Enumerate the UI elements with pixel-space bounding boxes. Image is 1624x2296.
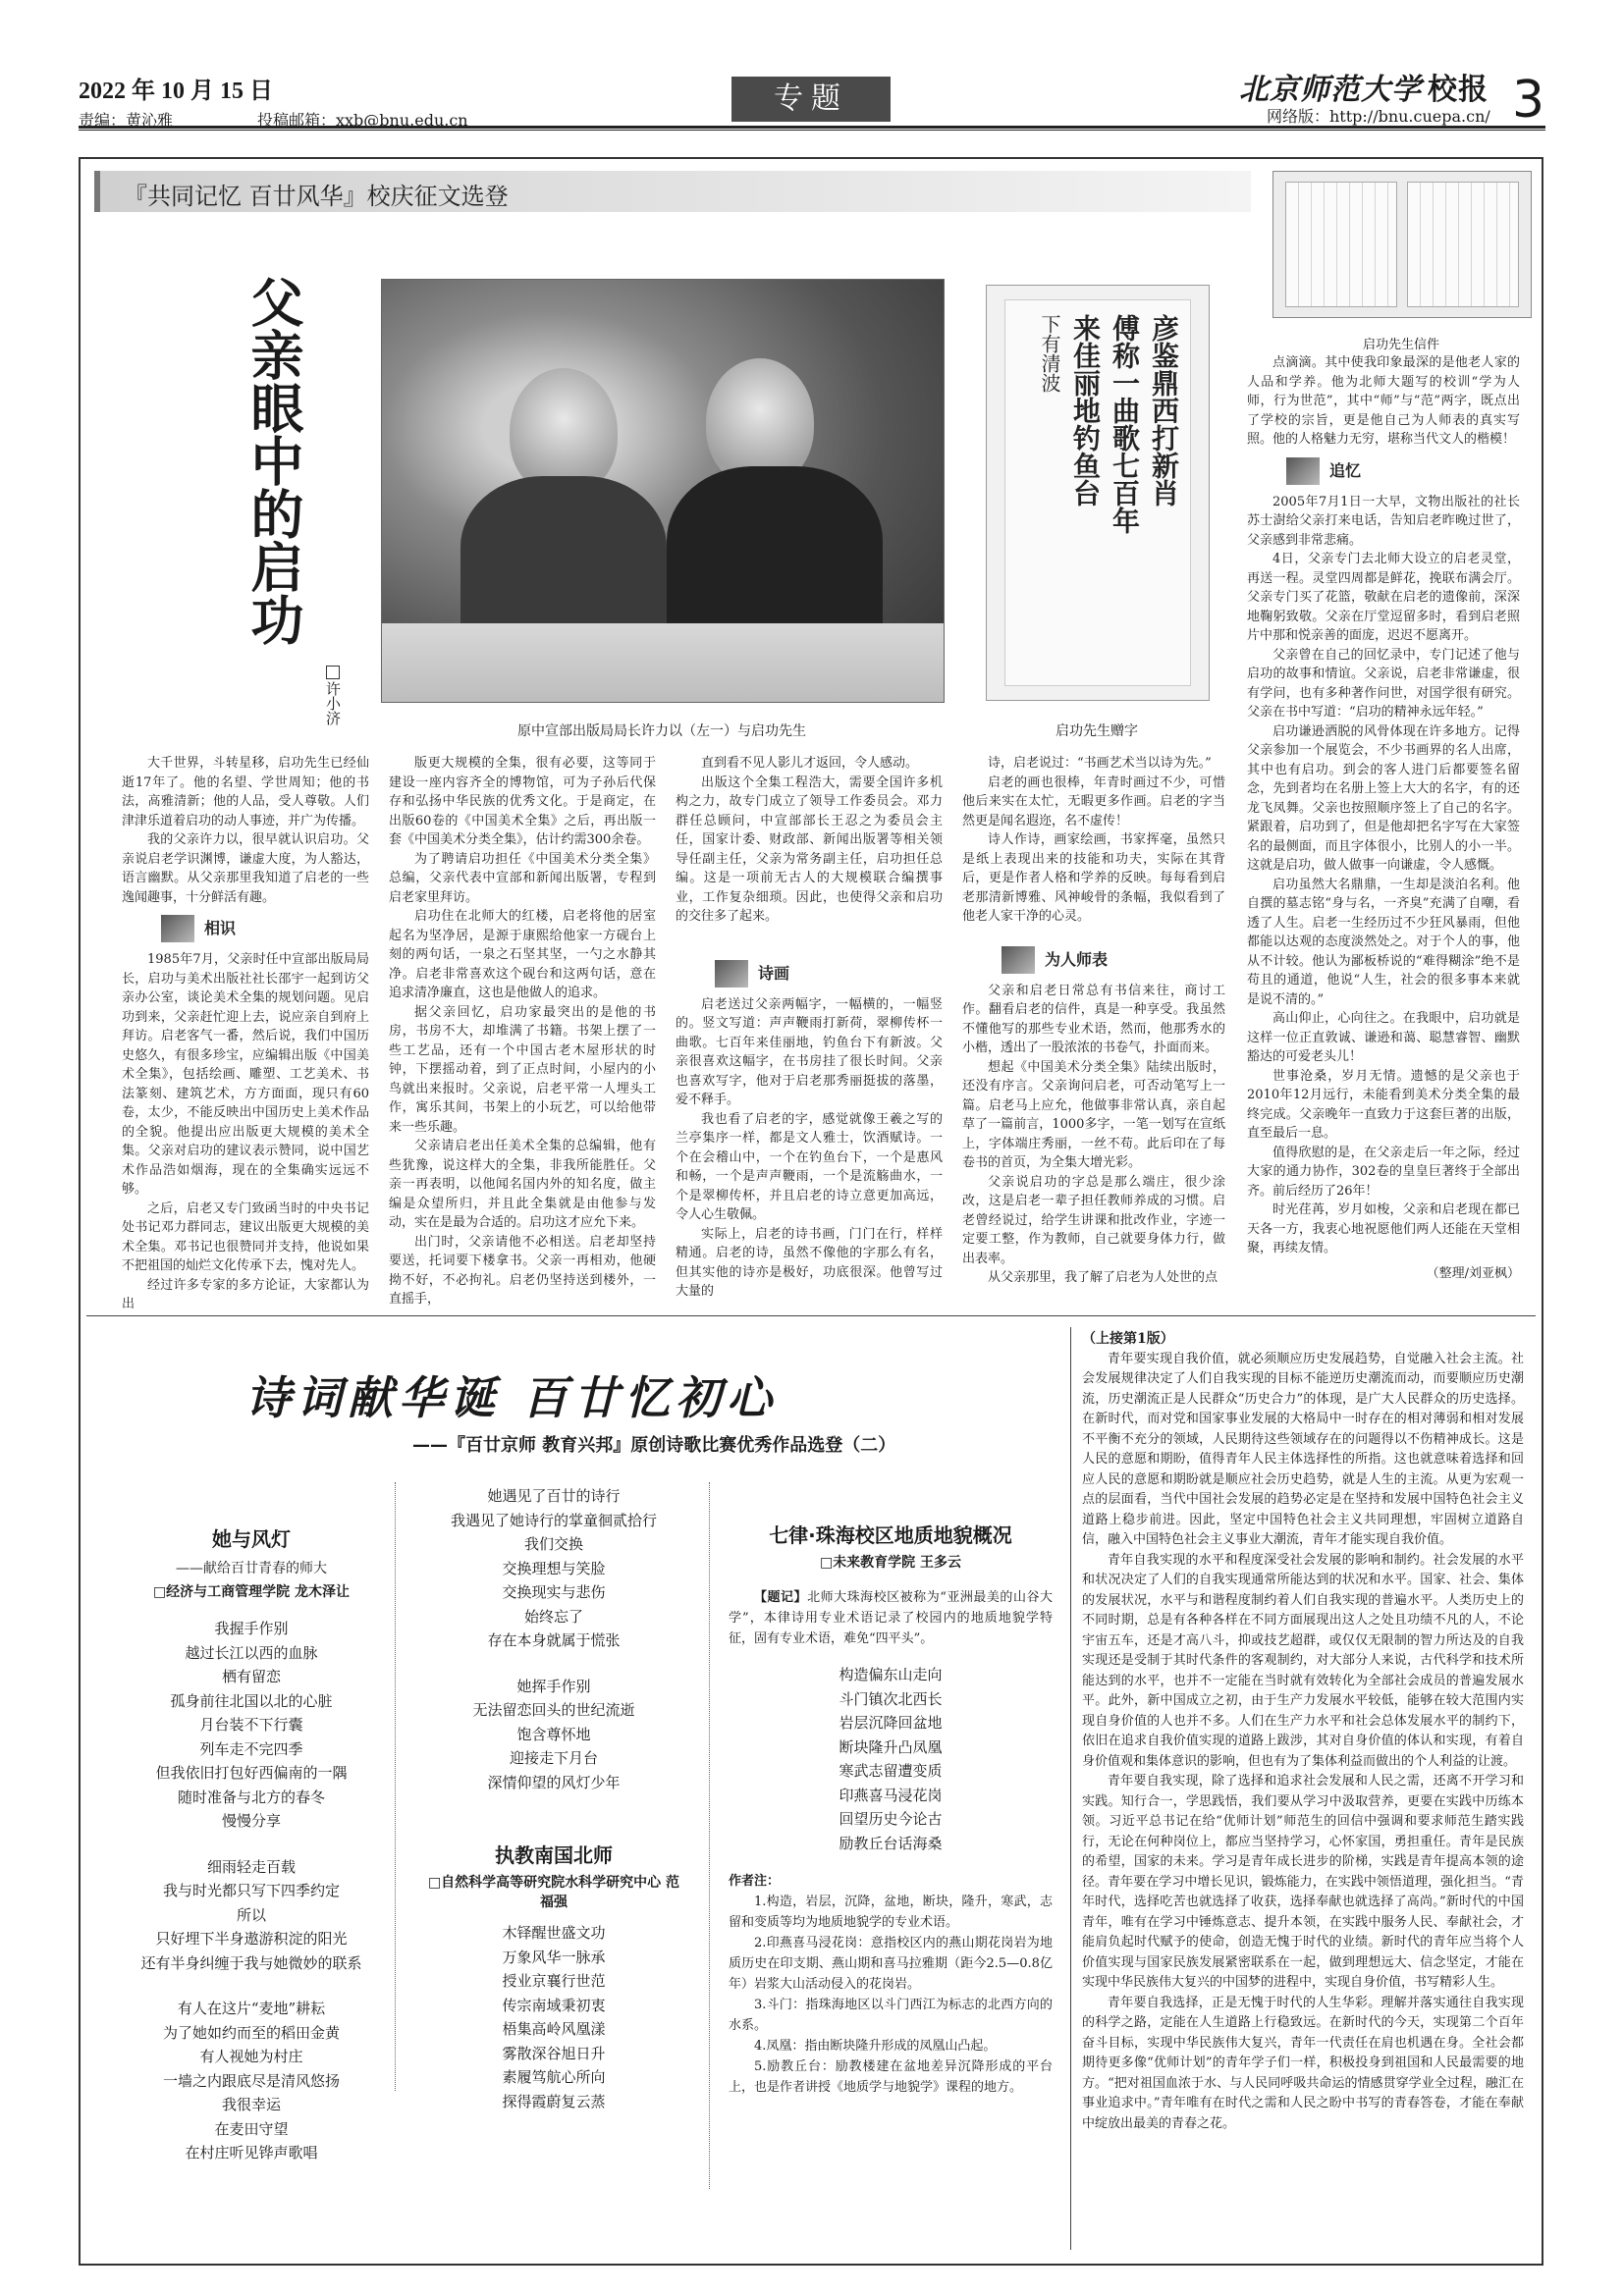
poem-line: 断块隆升凸凤凰 <box>839 1737 943 1756</box>
paragraph: 父亲说启功的字总是那么端庄，很少涂改，这是启老一辈子担任教师养成的习惯。启老曾经说过，给学生讲课和批改作业，字迹一定要工整，作为教师，自己就要身体力行，做出表率。 <box>962 1174 1225 1266</box>
paragraph: 时光荏苒，岁月如梭，父亲和启老现在都已天各一方，我衷心地祝愿他们两人还能在天堂相聚，再续友情。 <box>1247 1202 1520 1255</box>
subheading-block-icon <box>1286 457 1320 485</box>
article-title: 父亲眼中的启功 <box>243 275 305 646</box>
paragraph: 青年要实现自我价值，就必须顺应历史发展趋势，自觉融入社会主流。社会发展规律决定了人们自我实现的目标不能逆历史潮流而动，而要顺应历史潮流，历史潮流正是人民群众“历史合力”的体现，是广大人民群众的历史选择。在新时代，而对党和国家事业发展的大格局中一时存在的相对薄弱和相对发展不平衡不充分的领域，人民期待这些领域存在的问题得以不伤精神成长。这是人民的意愿和期盼，值得青年人民主体选择性的所指。这也就意味着选择和回应人民的意愿和期盼就是顺应社会历史趋势，就是人生的主流。从更为宏观一点的层面看，当代中国社会发展的趋势必定是在坚持和发展中国特色社会主义道路上稳步前进。因此，坚定中国特色社会主义共同理想，牢固树立道路自信，融入中国特色社会主义事业大潮流，青年才能实现自我价值。 <box>1082 1351 1524 1547</box>
subheading-text: 为人师表 <box>1045 949 1109 969</box>
poem-body <box>729 1663 1053 1855</box>
poem-line: 饱含尊怀地 <box>516 1725 591 1743</box>
poetry-title: 诗词献华诞 百廿忆初心 <box>245 1371 779 1424</box>
note-item: 5.励教丘台：励教楼建在盆地差异沉降形成的平台上，也是作者讲授《地质学与地貌学》课程的地方。 <box>729 2059 1053 2095</box>
poem-line: 探得霞蔚复云蒸 <box>502 2092 606 2110</box>
poem-she-and-lantern-continued <box>406 1484 701 1794</box>
subheading-text: 追忆 <box>1329 460 1362 480</box>
subheading-text: 诗画 <box>758 963 790 983</box>
letters-photo <box>1272 171 1532 318</box>
poem-preface <box>729 1587 1053 1649</box>
poem-line: 为了她如约而至的稻田金黄 <box>162 2023 340 2042</box>
poem-line: 在村庄听见铧声歌唱 <box>185 2144 318 2162</box>
poem-line: 回望历史今论古 <box>839 1810 943 1828</box>
poem-line: 只好埋下半身遨游积淀的阳光 <box>155 1930 348 1948</box>
photo-table <box>382 623 944 702</box>
subheading-text: 相识 <box>204 919 237 937</box>
article-column-2 <box>389 754 656 1309</box>
article-column-4 <box>962 754 1225 1288</box>
poem-notes <box>729 1871 1053 2098</box>
poem-line: 传宗南域秉初衷 <box>502 1996 606 2014</box>
poem-author: □未来教育学院 王多云 <box>819 1555 962 1571</box>
photo3-caption: 启功先生信件 <box>1362 338 1439 352</box>
section-divider <box>86 1315 1536 1316</box>
poem-line: 还有半身纠缠于我与她微妙的联系 <box>140 1953 362 1972</box>
newspaper-logo <box>1239 65 1489 108</box>
subheading-shihua <box>676 960 943 989</box>
photo2-caption: 启功先生赠字 <box>1056 723 1138 739</box>
poem-teaching-south <box>406 1840 701 2113</box>
poem-line: 交换现实与悲伤 <box>502 1583 606 1601</box>
calligraphy-col: 下有清波 <box>1038 314 1061 393</box>
calligraphy-col: 来佳丽地钓鱼台 <box>1069 314 1102 507</box>
poem-line: 励教丘台话海桑 <box>839 1834 943 1852</box>
poem-line: 我遇见了她诗行的掌童徊贰拾行 <box>450 1511 657 1529</box>
editor-credit: 责编：黄沁雅 <box>79 111 174 130</box>
paragraph: 想起《中国美术分类全集》陆续出版时，还没有序言。父亲询问启老，可否动笔写上一篇。启老马上应允，他做事非常认真，亲自起草了一篇前言，1000多字，一笔一划写在宣纸上，字体端庄秀丽，一丝不苟。此后印在了每卷书的首页，为全集大增光彩。 <box>962 1059 1225 1170</box>
poem-author: □自然科学高等研究院水科学研究中心 范福强 <box>427 1875 680 1910</box>
paragraph: 版更大规模的全集，很有必要，这等同于建设一座内容齐全的博物馆，可为子孙后代保存和弘扬中华民族的优秀文化。于是商定，在出版60卷的《中国美术全集》之后，再出版一套《中国美术分类全集》，估计约需300余卷。 <box>389 756 656 847</box>
byline-name: 许小济 <box>324 681 342 725</box>
subheading-block-icon <box>1001 946 1035 974</box>
website-url: 网络版：http://bnu.cuepa.cn/ <box>1267 107 1490 126</box>
paragraph: 诗人作诗，画家绘画，书家挥毫，虽然只是纸上表现出来的技能和功夫，实际在其背后，更是作者人格和学养的反映。每每看到启老那清新博雅、风神峻骨的条幅，我似看到了他老人家干净的心灵。 <box>962 832 1225 924</box>
stanza-gap <box>118 1975 385 1997</box>
poem-line: 印燕喜马浸花岗 <box>839 1786 943 1804</box>
calligraphy-col: 傅称一曲歌七百年 <box>1109 314 1141 534</box>
poem-line: 素履笃航心所向 <box>502 2068 606 2086</box>
stanza-gap <box>406 1653 701 1675</box>
subheading-block-icon <box>161 915 194 942</box>
article-column-3 <box>676 754 943 1302</box>
paragraph: 为了聘请启功担任《中国美术分类全集》总编，父亲代表中宣部和新闻出版署，专程到启老家里拜访。 <box>389 851 656 905</box>
preface-text: 北师大珠海校区被称为“亚洲最美的山谷大学”，本律诗用专业术语记录了校园内的地质地貌学特征，固有专业术语，难免“四平头”。 <box>729 1590 1053 1646</box>
paragraph: 世事沧桑，岁月无情。遗憾的是父亲也于2010年12月远行，未能看到美术分类全集的最终完成。父亲晚年一直致力于这套巨著的出版，直至最后一息。 <box>1247 1068 1520 1141</box>
column-ribbon-text: 『共同记忆 百廿风华』校庆征文选登 <box>124 183 509 210</box>
paragraph: 青年要自我选择，正是无愧于时代的人生华彩。理解并落实通往自我实现的科学之路，定能在人生道路上行稳致远。在新时代的今天，实现第二个百年奋斗目标，实现中华民族伟大复兴，青年一代责任在肩也机遇在身。全社会都期待更多像“优师计划”的青年学子们一样，积极投身到祖国和人民最需要的地方。“把对祖国血浓于水、与人民同呼吸共命运的情感贯穿学业全过程，融汇在事业追求中。”青年唯有在时代之需和人民之盼中书写的青春答卷，才能在奉献中绽放出最美的青春之花。 <box>1082 1995 1524 2131</box>
paragraph: 启功虽然大名鼎鼎，一生却是淡泊名利。他自撰的墓志铭“身与名，一齐臭”充满了自嘲，看透了人生。启老一生经历过不少狂风暴雨，但他都能以达观的态度淡然处之。对于个人的事，他从不计较。他认为鄙板桥说的“难得糊涂”绝不是苟且的通道，他说“人生，社会的很多事本来就是说不清的。” <box>1247 877 1520 1007</box>
calligraphy-photo <box>986 285 1210 701</box>
poem-line: 存在本身就属于慌张 <box>487 1631 621 1649</box>
poem-line: 慢慢分享 <box>221 1812 281 1830</box>
submission-email: 投稿邮箱：xxb@bnu.edu.cn <box>257 111 468 130</box>
poem-line: 始终忘了 <box>523 1607 583 1626</box>
poem-line: 深情仰望的风灯少年 <box>487 1773 621 1791</box>
paragraph: 大千世界，斗转星移，启功先生已经仙逝17年了。他的名望、学世周知；他的书法，高雅清新；他的人品，受人尊敬。人们津津乐道着启功的动人事迹，并广为传播。 <box>122 756 369 828</box>
notes-label: 作者注： <box>729 1874 781 1889</box>
subheading-block-icon <box>715 960 748 988</box>
poem-body <box>406 1484 701 1794</box>
subheading-xiangshi <box>122 915 369 944</box>
paragraph: 父亲和启老日常总有书信来往，商讨工作。翻看启老的信件，真是一种享受。我虽然不懂他写的那些专业术语，然而，他那秀水的小楷，透出了一股浓浓的书卷气，扑面而来。 <box>962 983 1225 1055</box>
paragraph: 我也看了启老的字，感觉就像王羲之写的兰亭集序一样，都是文人雅士，饮酒赋诗。一个在会稽山中，一个在钓鱼台下，一个是惠风和畅，一个是声声鞭雨，一个是流觞曲水，一个是翠柳传杯，并且启老的诗立意更加高远，令人心生敬佩。 <box>676 1111 943 1222</box>
paragraph: 青年自我实现的水平和程度深受社会发展的影响和制约。社会发展的水平和状况决定了人们的自我实现通常所能达到的状况和水平。国家、社会、集体的发展状况，水平与和谐程度制约着人们自我实现的普遍水平。人类历史上的不同时期，总是有各种各样在不同方面展现出这人之处且功绩不凡的人，不论宇宙五车，还是才高八斗，抑或技艺超群，或仅仅无限制的智力所达及的自我实现还是受制于其时代条件的客观制约，对大部分人来说，古代科学和技术所能达到的水平，也并不一定能在当时就有效转化为全部社会成员的普遍发展水平。此外，新中国成立之初，由于生产力发展水平较低，能够在较大范围内实现自身价值的人也并不多。人们在生产力水平和社会总体发展水平的制约下，依旧在追求自我价值实现的道路上跋涉，其对自身价值的体认和实现，有着自身价值观和集体意识的影响，但也有为了集体利益而做出的个人利益的让渡。 <box>1082 1552 1524 1769</box>
poem-line: 迎接走下月台 <box>509 1749 598 1767</box>
poem-dedication: ——献给百廿青春的师大 <box>176 1561 327 1576</box>
paragraph: 之后，启老又专门致函当时的中央书记处书记邓力群同志，建议出版更大规模的美术全集。邓书记也很赞同并支持，他说如果不把祖国的灿烂文化传承下去，愧对先人。 <box>122 1201 369 1273</box>
notes-list <box>729 1892 1053 2098</box>
continued-marker: （上接第1版） <box>1082 1331 1174 1347</box>
poem-line: 月台装不下行囊 <box>199 1716 303 1734</box>
poem-line: 孤身前往北国以北的心脏 <box>170 1691 333 1710</box>
paragraph: 经过许多专家的多方论证，大家都认为出 <box>122 1277 369 1311</box>
issue-date: 2022 年 10 月 15 日 <box>79 79 273 104</box>
poem-divider <box>395 1482 396 2091</box>
paragraph: 直到看不见人影儿才返回，令人感动。 <box>701 756 919 771</box>
poem-line: 构造偏东山走向 <box>839 1666 943 1683</box>
poem-line: 越过长江以西的血脉 <box>185 1643 318 1662</box>
poem-author: □经济与工商管理学院 龙木泽让 <box>152 1584 351 1600</box>
calligraphy-col: 彦鉴鼎西打新肖 <box>1148 314 1180 507</box>
poem-line: 一墙之内跟底尽是清风悠扬 <box>162 2071 340 2090</box>
poem-line: 无法留恋回头的世纪流逝 <box>472 1701 635 1719</box>
note-item: 4.凤凰：指由断块隆升形成的凤凰山凸起。 <box>754 2039 997 2054</box>
poem-line: 列车走不完四季 <box>199 1739 303 1758</box>
note-item: 2.印燕喜马浸花岗：意指校区内的燕山期花岗岩为地质历史在印支期、燕山期和喜马拉雅期（距今2.5—0.8亿年）岩浆大山活动侵入的花岗岩。 <box>729 1936 1053 1992</box>
poem-line: 她遇见了百廿的诗行 <box>487 1487 621 1505</box>
poem-line: 岩层沉降回盆地 <box>839 1714 943 1732</box>
paragraph: 高山仰止，心向往之。在我眼中，启功就是这样一位正直敦诚、谦逊和蔼、聪慧睿智、幽默豁达的可爱老头儿！ <box>1247 1011 1520 1064</box>
section-label: 专题 <box>731 77 891 122</box>
poem-line: 细雨轻走百载 <box>206 1857 296 1876</box>
masthead-rule <box>79 126 1545 129</box>
photo1-caption: 原中宣部出版局局长许力以（左一）与启功先生 <box>517 723 806 739</box>
paragraph: 诗，启老说过：“书画艺术当以诗为先。” <box>988 756 1212 771</box>
poem-line: 我很幸运 <box>221 2096 281 2113</box>
commentary-column <box>1082 1329 1524 2134</box>
paragraph: 青年要自我实现，除了选择和追求社会发展和人民之需，还离不开学习和实践。知行合一，学思践悟，我们要从学习中汲取营养，更要在实践中历练本领。习近平总书记在给“优师计划”师范生的回信中强调和要求师范生踏实践行，无论在何种岗位上，都应当坚持学习，心怀家国，勇担重任。青年是民族的希望，国家的未来。学习是青年成长进步的阶梯，实践是青年提高本领的途径。青年要在学习中增长见识，锻炼能力，在实践中领悟道理，强化担当。“青年时代，选择吃苦也就选择了收获，选择奉献也就选择了高尚。”新时代的中国青年，唯有在学习中锤炼意志、提升本领，在实践中服务人民、奉献社会，才能肩负起时代赋予的使命，创造无愧于时代的业绩。新时代的青年应当将个人价值实现与国家民族发展紧密联系在一起，做到理想远大、信念坚定，才能在实现中华民族伟大复兴的中国梦的进程中，实现自身价值，书写精彩人生。 <box>1082 1774 1524 1990</box>
poem-line: 寒武志留遭变质 <box>839 1762 943 1780</box>
page-number: 3 <box>1512 71 1545 130</box>
subheading-weirenshibiao <box>962 946 1225 976</box>
paragraph: 出门时，父亲请他不必相送。启老却坚持要送，托词要下楼拿书。父亲一再相劝，他硬拗不好，不必拘礼。启老仍坚持送到楼外，一直摇手， <box>389 1234 656 1307</box>
paragraph: 出版这个全集工程浩大，需要全国许多机构之力，故专门成立了领导工作委员会。邓力群任总顾问，中宣部部长王忍之为委员会主任，国家计委、财政部、新闻出版署等相关领导任副主任，父亲为常务副主任，启功担任总编。这是一项前无古人的大规模联合编撰事业，工作复杂细琐。因此，也使得父亲和启功的交往多了起来。 <box>676 774 943 924</box>
poem-line: 木铎醒世盛文功 <box>502 1924 606 1942</box>
poem-title: 执教南国北师 <box>495 1843 613 1867</box>
commentary-divider <box>1070 1327 1071 2250</box>
poem-line: 授业京襄行世范 <box>502 1972 606 1990</box>
paragraph: 值得欣慰的是，在父亲走后一年之际，经过大家的通力协作，302卷的皇皇巨著终于全部出齐。前后经历了26年！ <box>1247 1145 1520 1199</box>
letter-page <box>1285 182 1397 307</box>
poem-line: 栖有留恋 <box>221 1668 281 1685</box>
subheading-zhuiyi <box>1247 457 1520 487</box>
commentary-paragraphs <box>1082 1350 1524 2135</box>
note-item: 1.构造，岩层，沉降，盆地，断块，隆升，寒武，志留和变质等均为地质地貌学的专业术语。 <box>729 1895 1053 1930</box>
note-item: 3.斗门：指珠海地区以斗门西江为标志的北西方向的水系。 <box>729 1998 1053 2033</box>
calligraphy-scroll <box>1004 299 1191 686</box>
paragraph: 从父亲那里，我了解了启老为人处世的点 <box>988 1270 1218 1285</box>
paragraph: 实际上，启老的诗书画，门门在行，样样精通。启老的诗，虽然不像他的字那么有名，但其实他的诗亦是极好，功底很深。他曾写过大量的 <box>676 1226 943 1299</box>
poem-line: 有人在这片“麦地”耕耘 <box>177 2000 326 2017</box>
logo-text: 北京师范大学 <box>1239 73 1422 107</box>
poem-line: 有人视她为村庄 <box>199 2048 303 2065</box>
poem-zhuhai-geology <box>729 1520 1053 2098</box>
paragraph: 父亲曾在自己的回忆录中，专门记述了他与启功的故事和情谊。父亲说，启老非常谦虚，很有学问，也有多种著作问世，对国学很有研究。父亲在书中写道：“启功的精神永远年轻。” <box>1247 647 1520 720</box>
byline-box-icon <box>326 666 340 679</box>
article-column-5 <box>1247 353 1520 1283</box>
paragraph: 4日，父亲专门去北师大设立的启老灵堂，再送一程。灵堂四周都是鲜花，挽联布满会厅。父亲专门买了花篮，敬献在启老的遗像前，深深地鞠躬致敬。父亲在厅堂逗留多时，看到启老照片中那和悦亲善的面庞，迟迟不愿离开。 <box>1247 552 1520 643</box>
poem-line: 交换理想与笑脸 <box>502 1559 606 1577</box>
poetry-subtitle: ——『百廿京师 教育兴邦』原创诗歌比赛优秀作品选登（二） <box>412 1435 896 1456</box>
poem-she-and-lantern <box>118 1523 385 2165</box>
paragraph: 我的父亲许力以，很早就认识启功。父亲说启老学识渊博，谦虚大度，为人豁达，语言幽默。从父亲那里我知道了启老的一些逸闻趣事，十分鲜活有趣。 <box>122 832 369 905</box>
editor-note: （整理/刘亚枫） <box>1426 1265 1520 1281</box>
paragraph: 据父亲回忆，启功家最突出的是他的书房，书房不大，却堆满了书籍。书架上摆了一些工艺品，还有一个中国古老木屋形状的时钟，下摆摇动着，到了正点时间，小屋内的小鸟就出来报时。父亲说，启老平常一人埋头工作，寓乐其间，书架上的小玩艺，可以给他带来一些乐趣。 <box>389 1004 656 1135</box>
paragraph: 父亲请启老出任美术全集的总编辑，他有些犹豫，说这样大的全集，非我所能胜任。父亲一再表明，以他闻名国内外的知名度，做主编是众望所归，并且此全集就是由他参与发动，实在是最为合适的。启功这才应允下来。 <box>389 1139 656 1230</box>
poem-body <box>118 1617 385 2165</box>
poem-line: 我与时光都只写下四季约定 <box>162 1882 340 1899</box>
poem-body <box>406 1921 701 2113</box>
letter-page <box>1407 182 1519 307</box>
poem-line: 我们交换 <box>523 1535 583 1553</box>
paragraph: 1985年7月，父亲时任中宣部出版局局长，启功与美术出版社社长邵宇一起到访父亲办公室，谈论美术全集的规划问题。见启功到来，父亲赶忙迎上去，说应亲自到府上拜访。启老客气一番，然后说，我们中国历史悠久，有很多珍宝，应编辑出版《中国美术全集》，包括绘画、雕塑、工艺美术、书法篆刻、建筑艺术，方方面面，现只有60卷，太少，不能反映出中国历史上美术作品的全貌。他提出应出版更大规模的美术全集。父亲对启功的建议表示赞同，说中国艺术作品浩如烟海，现在的全集确实远远不够。 <box>122 952 369 1197</box>
masthead-rule-thin <box>79 130 1545 131</box>
poem-line: 斗门镇次北西长 <box>839 1689 943 1708</box>
poem-line: 她挥手作别 <box>516 1677 591 1695</box>
article-column-1 <box>122 754 369 1314</box>
poem-title: 七律·珠海校区地质地貌概况 <box>769 1523 1012 1547</box>
paragraph: 启老的画也很棒，年青时画过不少，可惜他后来实在太忙，无暇更多作画。启老的字当然更是闻名遐迩，名不虚传！ <box>962 774 1225 828</box>
preface-label: 【题记】 <box>754 1590 808 1605</box>
poem-line: 万象风华一脉承 <box>502 1948 606 1966</box>
paragraph: 启老送过父亲两幅字，一幅横的，一幅竖的。竖文写道：声声鞭雨打新荷，翠柳传杯一曲歌。七百年来佳丽地，钓鱼台下有新波。父亲很喜欢这幅字，在书房挂了很长时间。父亲也喜欢写字，他对于启老那秀丽挺拔的落墨，爱不释手。 <box>676 996 943 1107</box>
paragraph: 2005年7月1日一大早，文物出版社的社长苏士澍给父亲打来电话，告知启老昨晚过世了，父亲感到非常悲痛。 <box>1247 494 1520 548</box>
poem-line: 随时准备与北方的春冬 <box>177 1788 325 1806</box>
logo-suffix: 校报 <box>1428 73 1489 107</box>
stanza-gap <box>118 1834 385 1855</box>
poem-line: 梧集高岭风凰漾 <box>502 2020 606 2038</box>
poem-line: 雾散深谷旭日升 <box>502 2044 606 2062</box>
poem-divider <box>709 1482 710 2189</box>
column-ribbon <box>94 171 1251 212</box>
poem-title: 她与风灯 <box>212 1527 291 1551</box>
paragraph: 启功住在北师大的红楼，启老将他的居室起名为坚净居，是源于康熙给他家一方砚台上刻的两句话，一泉之石坚其坚，一勺之水静其净。启老非常喜欢这个砚台和这两句话，意在追求清净廉直，这也是他做人的追求。 <box>389 909 656 1000</box>
poem-line: 我握手作别 <box>214 1620 289 1637</box>
photo-two-men <box>381 279 945 703</box>
paragraph: 点滴滴。其中使我印象最深的是他老人家的人品和学养。他为北师大题写的校训“学为人师，行为世范”，其中“师”与“范”两字，既点出了学校的宗旨，更是他自己为人师表的真实写照。他的人格魅力无穷，堪称当代文人的楷模！ <box>1247 355 1520 447</box>
poem-line: 但我依旧打包好西偏南的一隅 <box>155 1764 348 1782</box>
article-byline <box>324 666 342 725</box>
poem-line: 在麦田守望 <box>214 2119 289 2138</box>
paragraph: 启功谦逊洒脱的风骨体现在许多地方。记得父亲参加一个展览会，不少书画界的名人出席，其中也有启功。到会的客人进门后都要签名留念，先到者均在名册上签上大大的名字，有的还龙飞凤舞。父亲也按照顺序签上了自己的名字。紧跟着，启功到了，但是他却把名字写在大家签名的最侧面，而且字体很小，比别人的小一半。这就是启功，做人做事一向谦虚，令人感慨。 <box>1247 723 1520 873</box>
poem-line: 所以 <box>236 1905 266 1924</box>
